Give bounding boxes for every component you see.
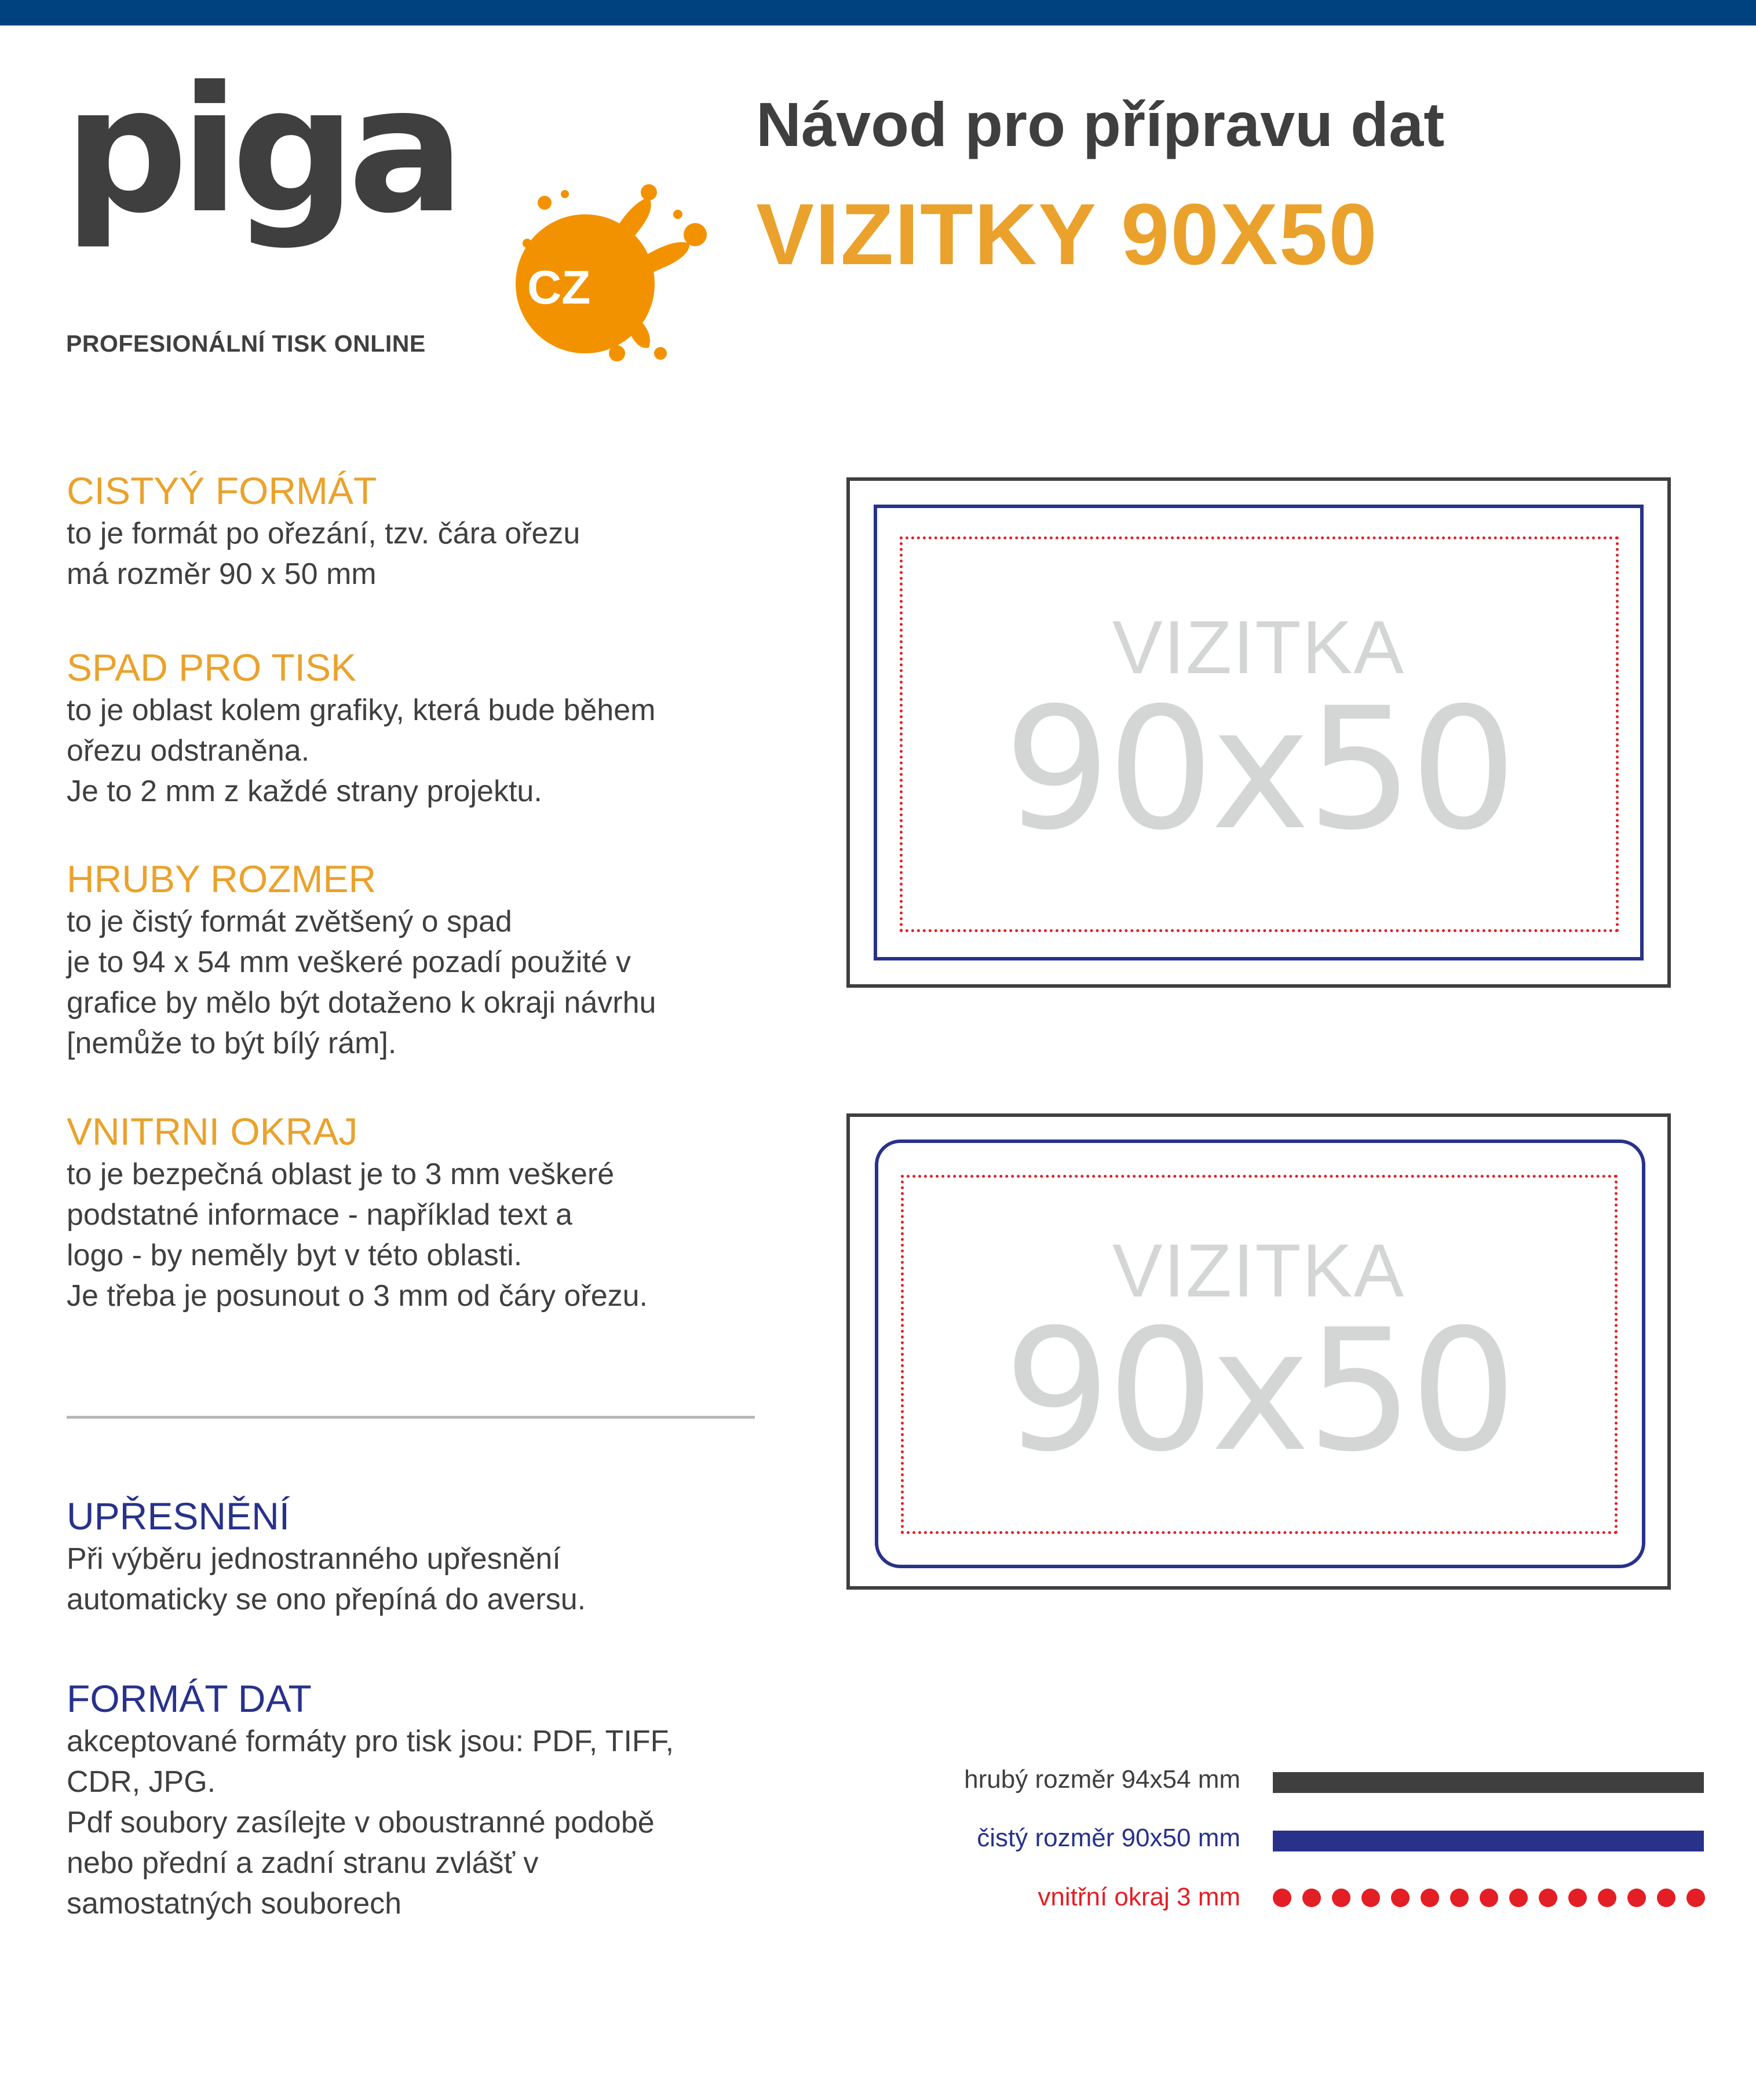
- section-line: Pdf soubory zasílejte v oboustranné podobě: [67, 1806, 655, 1839]
- card-label-top: VIZITKA: [1112, 1228, 1405, 1313]
- section-line: to je oblast kolem grafiky, která bude během: [67, 693, 656, 727]
- section-line: automaticky se ono přepíná do aversu.: [67, 1583, 586, 1616]
- section-line: podstatné informace - například text a: [67, 1198, 572, 1232]
- page-subtitle: VIZITKY 90X50: [756, 185, 1378, 283]
- section-line: logo - by neměly byt v této oblasti.: [67, 1239, 523, 1272]
- section-line: [nemůže to být bílý rám].: [67, 1027, 397, 1060]
- legend-label-vnitrni: vnitřní okraj 3 mm: [1038, 1883, 1240, 1911]
- logo-badge-cz: CZ: [527, 261, 591, 314]
- section-vnitrni-okraj: [67, 1109, 648, 1316]
- section-line: to je bezpečná oblast je to 3 mm veškeré: [67, 1157, 615, 1191]
- section-line: Je třeba je posunout o 3 mm od čáry ořezu.: [67, 1279, 648, 1313]
- section-heading: CISTYÝ FORMÁT: [67, 469, 377, 512]
- section-hruby-rozmer: [67, 856, 656, 1064]
- section-line: nebo přední a zadní stranu zvlášť v: [67, 1846, 539, 1880]
- card-diagram-rounded: [846, 1113, 1671, 1590]
- section-format-dat: [67, 1676, 674, 1924]
- section-line: to je formát po ořezání, tzv. čára ořezu: [67, 517, 581, 550]
- section-heading: HRUBY ROZMER: [67, 857, 377, 900]
- section-cisty-format: [67, 468, 580, 594]
- legend-line-hruby: [1273, 1772, 1704, 1793]
- legend-line-vnitrni: [1273, 1886, 1707, 1909]
- piga-logo: [64, 49, 655, 377]
- card-label-size: 90x50: [1003, 1294, 1514, 1489]
- section-line: je to 94 x 54 mm veškeré pozadí použité v: [67, 945, 631, 979]
- top-bar: [0, 0, 1756, 25]
- section-line: samostatných souborech: [67, 1887, 402, 1920]
- legend-label-hruby: hrubý rozměr 94x54 mm: [964, 1765, 1240, 1794]
- card-label-top: VIZITKA: [1112, 605, 1405, 689]
- section-line: akceptované formáty pro tisk jsou: PDF, TIFF,: [67, 1725, 674, 1758]
- section-upresneni: [67, 1493, 586, 1620]
- section-heading: VNITRNI OKRAJ: [67, 1110, 358, 1153]
- card-diagram-square: [846, 477, 1671, 988]
- section-line: ořezu odstraněna.: [67, 734, 310, 768]
- legend-line-cisty: [1273, 1831, 1704, 1851]
- section-heading: FORMÁT DAT: [67, 1677, 312, 1720]
- section-line: Je to 2 mm z každé strany projektu.: [67, 775, 542, 808]
- section-divider: [67, 1416, 755, 1419]
- page-title: Návod pro přípravu dat: [756, 89, 1445, 159]
- section-line: má rozměr 90 x 50 mm: [67, 557, 377, 591]
- legend-label-cisty: čistý rozměr 90x50 mm: [977, 1824, 1240, 1852]
- section-heading: SPAD PRO TISK: [67, 646, 357, 689]
- logo-wordmark: piga: [64, 49, 457, 251]
- section-line: grafice by mělo být dotaženo k okraji návrhu: [67, 986, 656, 1020]
- card-label-size: 90x50: [1003, 672, 1514, 867]
- section-line: CDR, JPG.: [67, 1765, 216, 1799]
- section-line: to je čistý formát zvětšený o spad: [67, 905, 512, 938]
- logo-tagline: PROFESIONÁLNÍ TISK ONLINE: [66, 330, 426, 357]
- section-spad-pro-tisk: [67, 645, 655, 812]
- section-line: Při výběru jednostranného upřesnění: [67, 1542, 561, 1576]
- section-heading: UPŘESNĚNÍ: [67, 1495, 290, 1537]
